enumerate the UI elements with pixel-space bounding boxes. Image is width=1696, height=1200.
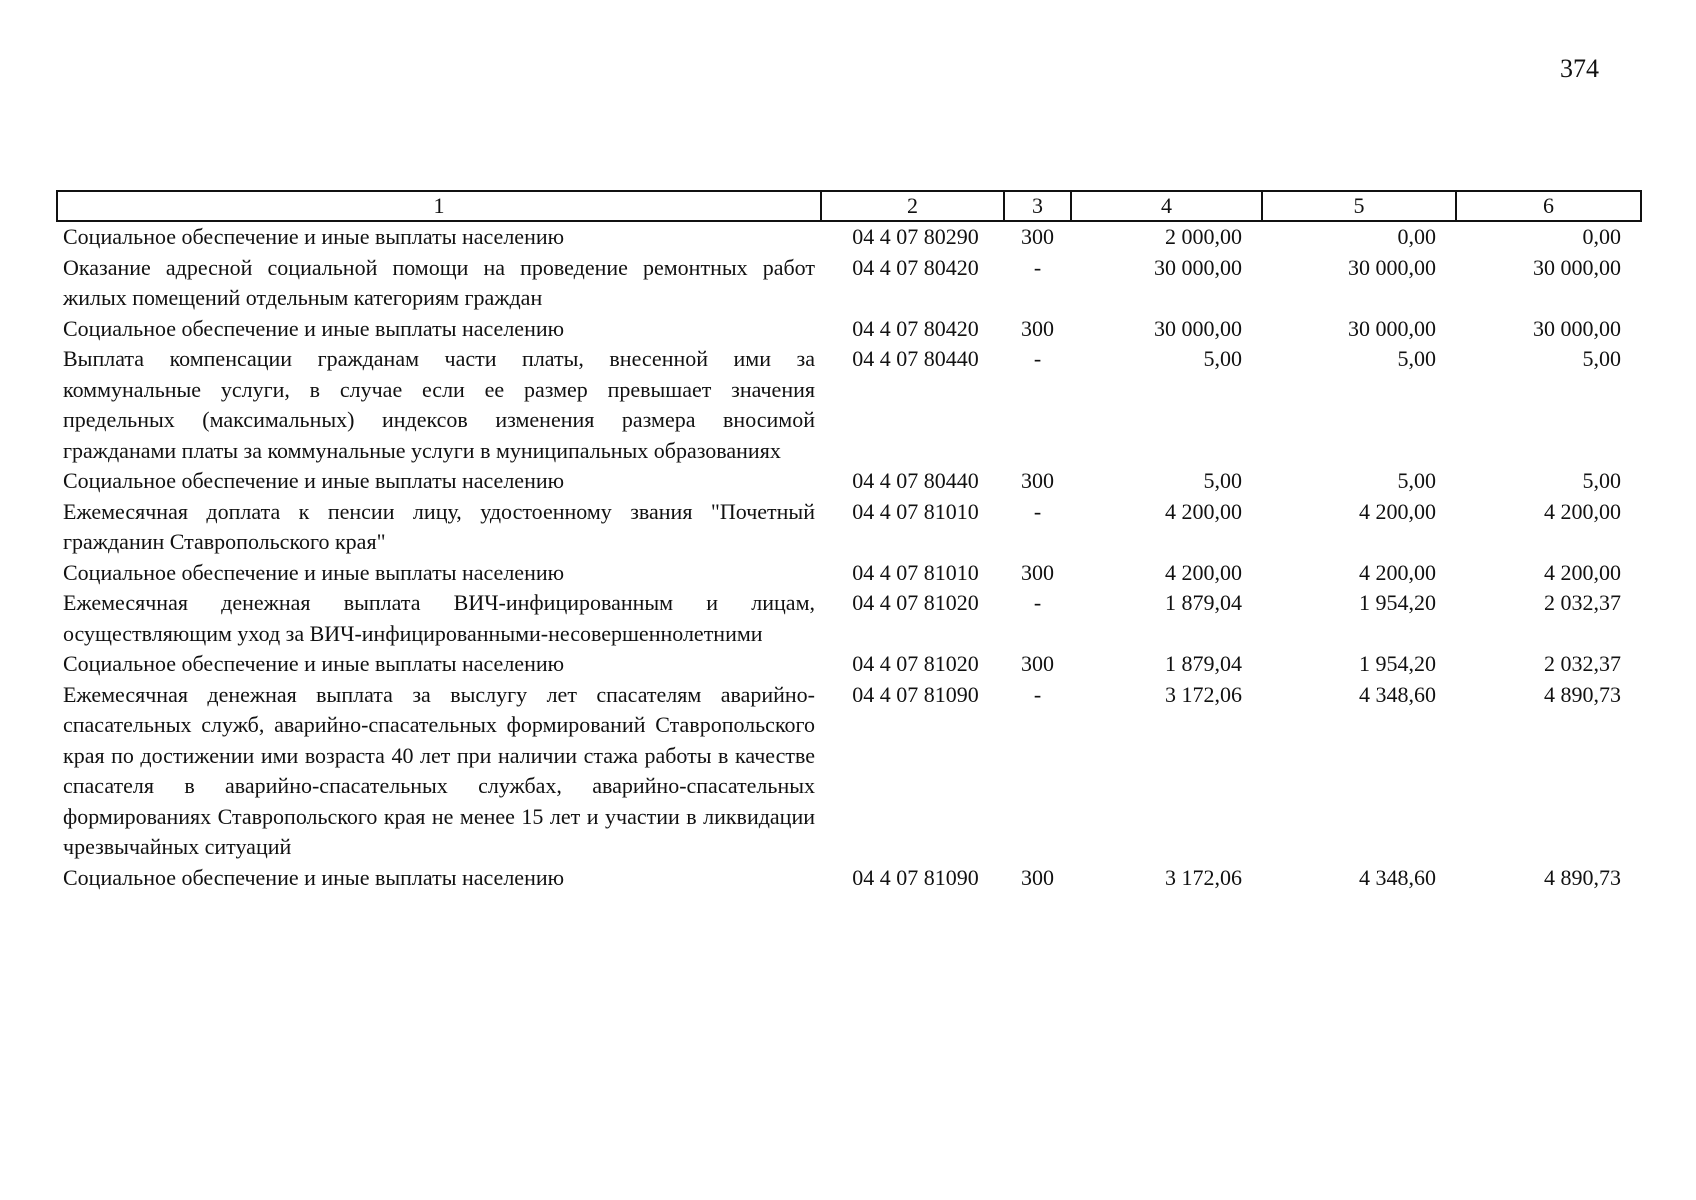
row-value-4: 5,00 <box>1203 468 1242 493</box>
row-code: 04 4 07 81010 <box>852 498 979 524</box>
row-value-4: 2 000,00 <box>1165 224 1242 249</box>
row-name: Ежемесячная доплата к пенсии лицу, удостоенному звания "Почетный гражданин Ставропольского края" <box>63 498 815 554</box>
row-value-5: 4 200,00 <box>1359 498 1436 524</box>
row-value-5: 30 000,00 <box>1348 315 1436 341</box>
table-row <box>57 314 1641 345</box>
row-value-4: 1 879,04 <box>1165 651 1242 676</box>
row-name: Социальное обеспечение и иные выплаты населению <box>63 864 565 890</box>
row-value-4: 3 172,06 <box>1165 681 1242 707</box>
row-value-5: 5,00 <box>1397 468 1436 493</box>
table-row <box>57 863 1641 894</box>
column-header-3: 3 <box>1004 191 1071 221</box>
row-value-6: 4 890,73 <box>1544 681 1621 707</box>
table-row <box>57 649 1641 680</box>
row-value-5: 5,00 <box>1397 346 1436 371</box>
row-value-5: 1 954,20 <box>1359 590 1436 615</box>
row-value-6: 2 032,37 <box>1544 651 1621 676</box>
row-kind: 300 <box>1021 651 1054 676</box>
row-value-6: 4 200,00 <box>1544 559 1621 585</box>
row-value-6: 30 000,00 <box>1533 315 1621 341</box>
column-header-5: 5 <box>1262 191 1456 221</box>
row-name: Ежемесячная денежная выплата за выслугу лет спасателям аварийно-спасательных служб, аварийно-спасательных формирований Ставропольского края по достижении ими возраста 40 лет при наличии стажа работы в качестве спасателя в аварийно-спасательных службах, аварийно-спасательных формированиях Ставропольского края не менее 15 лет и участии в ликвидации чрезвычайных ситуаций <box>63 681 815 859</box>
row-value-4: 4 200,00 <box>1165 559 1242 585</box>
row-name: Социальное обеспечение и иные выплаты населению <box>63 224 565 249</box>
row-value-4: 4 200,00 <box>1165 498 1242 524</box>
row-code: 04 4 07 81020 <box>852 651 979 676</box>
row-kind: - <box>1033 590 1042 615</box>
table-row <box>57 344 1641 466</box>
row-code: 04 4 07 81090 <box>852 681 979 707</box>
row-kind: - <box>1033 346 1042 371</box>
column-header-4: 4 <box>1071 191 1262 221</box>
row-code: 04 4 07 80420 <box>852 315 979 341</box>
table-row <box>57 558 1641 589</box>
row-value-6: 4 200,00 <box>1544 498 1621 524</box>
budget-table <box>56 190 1642 893</box>
row-value-5: 4 200,00 <box>1359 559 1436 585</box>
row-value-5: 4 348,60 <box>1359 864 1436 890</box>
row-value-6: 30 000,00 <box>1533 254 1621 280</box>
row-code: 04 4 07 81090 <box>852 864 979 890</box>
table-row <box>57 680 1641 863</box>
row-kind: 300 <box>1021 315 1054 341</box>
row-code: 04 4 07 80420 <box>852 254 979 280</box>
row-code: 04 4 07 81010 <box>852 559 979 585</box>
row-name: Ежемесячная денежная выплата ВИЧ-инфицированным и лицам, осуществляющим уход за ВИЧ-инфицированными-несовершеннолетними <box>63 590 815 646</box>
row-name: Оказание адресной социальной помощи на проведение ремонтных работ жилых помещений отдельным категориям граждан <box>63 254 815 310</box>
row-name: Социальное обеспечение и иные выплаты населению <box>63 559 565 585</box>
row-value-6: 5,00 <box>1582 468 1621 493</box>
row-name: Социальное обеспечение и иные выплаты населению <box>63 468 565 493</box>
row-value-4: 5,00 <box>1203 346 1242 371</box>
row-value-6: 0,00 <box>1582 224 1621 249</box>
column-header-6: 6 <box>1456 191 1641 221</box>
row-kind: 300 <box>1021 224 1054 249</box>
table-row <box>57 221 1641 253</box>
row-kind: - <box>1033 498 1042 524</box>
row-value-5: 4 348,60 <box>1359 681 1436 707</box>
row-name: Выплата компенсации гражданам части платы, внесенной ими за коммунальные услуги, в случае если ее размер превышает значения предельных (максимальных) индексов изменения размера вносимой гражданами платы за коммунальные услуги в муниципальных образованиях <box>63 346 815 463</box>
row-value-4: 30 000,00 <box>1154 315 1242 341</box>
row-value-6: 4 890,73 <box>1544 864 1621 890</box>
row-kind: 300 <box>1021 468 1054 493</box>
row-value-4: 1 879,04 <box>1165 590 1242 615</box>
row-name: Социальное обеспечение и иные выплаты населению <box>63 315 565 341</box>
row-code: 04 4 07 81020 <box>852 590 979 615</box>
row-kind: - <box>1033 681 1042 707</box>
column-header-2: 2 <box>821 191 1004 221</box>
row-value-5: 1 954,20 <box>1359 651 1436 676</box>
row-kind: 300 <box>1021 864 1054 890</box>
row-value-6: 5,00 <box>1582 346 1621 371</box>
row-name: Социальное обеспечение и иные выплаты населению <box>63 651 565 676</box>
row-value-4: 30 000,00 <box>1154 254 1242 280</box>
row-value-4: 3 172,06 <box>1165 864 1242 890</box>
table-row <box>57 588 1641 649</box>
row-value-6: 2 032,37 <box>1544 590 1621 615</box>
row-code: 04 4 07 80440 <box>852 346 979 371</box>
page-number: 374 <box>1560 54 1599 83</box>
row-value-5: 0,00 <box>1397 224 1436 249</box>
table-row <box>57 497 1641 558</box>
table-row <box>57 253 1641 314</box>
row-code: 04 4 07 80290 <box>852 224 979 249</box>
row-code: 04 4 07 80440 <box>852 468 979 493</box>
row-kind: - <box>1033 254 1042 280</box>
table-row <box>57 466 1641 497</box>
table-header-row <box>57 191 1641 221</box>
row-kind: 300 <box>1021 559 1054 585</box>
row-value-5: 30 000,00 <box>1348 254 1436 280</box>
column-header-1: 1 <box>57 191 821 221</box>
